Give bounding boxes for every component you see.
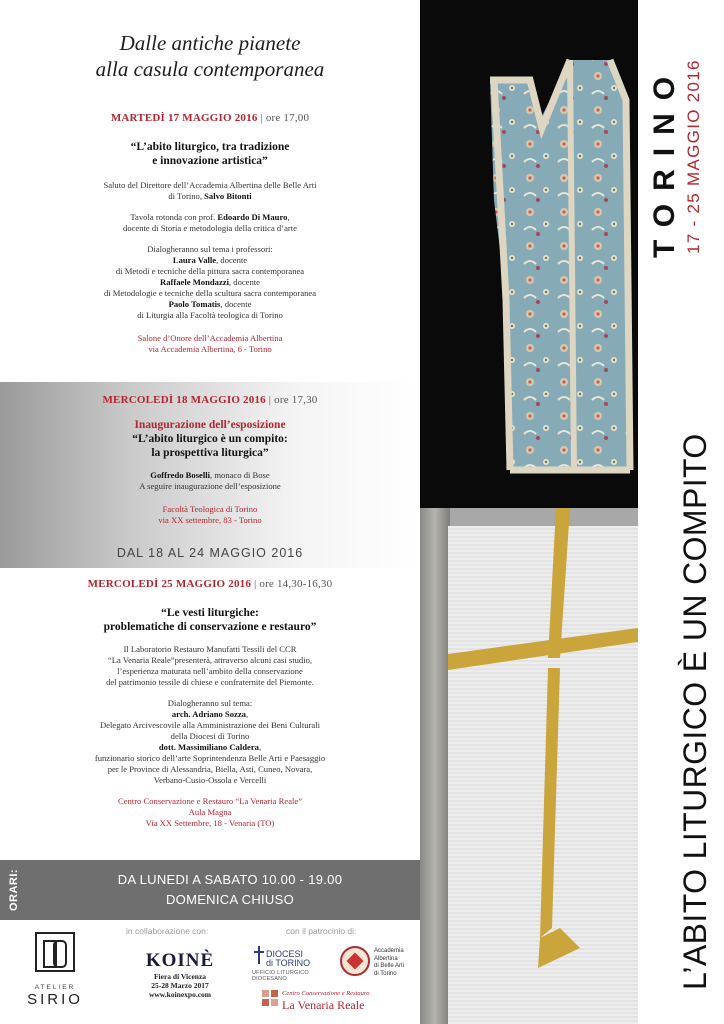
- speaker-line: [0, 742, 420, 753]
- event-time: | ore 17,30: [265, 394, 318, 406]
- speaker-name: Goffredo Boselli: [150, 470, 211, 480]
- venue-line: Via XX Settembre, 18 - Venaria (TO): [145, 818, 275, 828]
- venaria-tagline: Centro Conservazione e Restauro: [282, 990, 370, 997]
- koine-logo: [130, 950, 230, 999]
- sirio-name: SIRIO: [27, 991, 83, 1008]
- accademia-line: Albertina: [374, 955, 398, 962]
- exhibition-dates: 17 - 25 MAGGIO 2016: [684, 59, 703, 254]
- event-date-text: MERCOLEDÌ 18 MAGGIO 2016: [102, 394, 266, 406]
- speaker-suffix: , docente: [216, 255, 248, 265]
- event-17-may: [0, 112, 420, 355]
- koine-info: [130, 972, 230, 999]
- event-title-line: “Le vesti liturgiche:: [161, 607, 259, 619]
- event-25-may: [0, 578, 420, 829]
- venue-line: via Accademia Albertina, 6 - Torino: [148, 344, 272, 354]
- chasuble-photo: [420, 0, 638, 508]
- venue-line: Salone d’Onore dell’Accademia Albertina: [137, 333, 283, 343]
- koine-line: 25-28 Marzo 2017: [151, 981, 209, 990]
- exhibition-title: L’ABITO LITURGICO È UN COMPITO: [677, 433, 713, 990]
- event-venue: [0, 796, 420, 829]
- diocesi-name: [266, 950, 310, 968]
- speaker-role: della Diocesi di Torino: [170, 731, 250, 741]
- speaker-suffix: , docente: [228, 277, 260, 287]
- white-vestment-photo: [420, 508, 638, 1024]
- speaker-line: [0, 709, 420, 720]
- exhibition-date-range: DAL 18 AL 24 MAGGIO 2016: [116, 546, 304, 560]
- round-suffix: ,: [287, 212, 290, 222]
- speaker-line: [0, 255, 420, 266]
- round-name: Edoardo Di Mauro: [217, 212, 288, 222]
- greeting-name: Salvo Bitonti: [204, 191, 252, 201]
- venaria-mark-icon: [262, 990, 278, 1006]
- venaria-name: La Venaria Reale: [282, 998, 365, 1012]
- sirio-atelier: ATELIER: [34, 984, 76, 991]
- accademia-name: [374, 948, 424, 978]
- koine-line: Fiera di Vicenza: [153, 972, 207, 981]
- speaker-role: di Liturgia alla Facoltà teologica di Torino: [137, 310, 283, 320]
- event-time: | ore 14,30-16,30: [251, 578, 333, 590]
- round-table-line: docente di Storia e metodologia della critica d’arte: [123, 223, 297, 233]
- description-line: l’esperienza maturata nell’ambito della conservazione: [117, 666, 303, 676]
- accademia-line: Accademia: [374, 948, 404, 954]
- heading-line-2: alla casula contemporanea: [95, 57, 325, 81]
- venue-line: Centro Conservazione e Restauro “La Venaria Reale”: [117, 796, 303, 806]
- description-line: Il Laboratorio Restauro Manufatti Tessili del CCR: [123, 644, 297, 654]
- speakers-intro: Dialogheranno sul tema i professori:: [147, 244, 273, 254]
- koine-name: KOINÈ: [145, 950, 215, 971]
- speaker-name: Paolo Tomatis: [168, 299, 221, 309]
- event-title: [0, 606, 420, 634]
- hours-label-text: ORARI:: [8, 868, 20, 912]
- speaker-line: [0, 470, 420, 481]
- atelier-sirio-logo: [18, 932, 92, 1008]
- diocesi-line: di TORINO: [266, 958, 311, 968]
- greeting-text: [0, 180, 420, 202]
- event-title: [0, 140, 420, 168]
- event-date-text: MERCOLEDÌ 25 MAGGIO 2016: [87, 578, 252, 590]
- speaker-suffix: , docente: [220, 299, 252, 309]
- event-date-text: MARTEDÌ 17 MAGGIO 2016: [110, 112, 258, 124]
- heading-line-1: Dalle antiche pianete: [119, 31, 301, 55]
- event-date: [0, 578, 420, 590]
- round-prefix: Tavola rotonda con prof.: [130, 212, 218, 222]
- event-title-line: la prospettiva liturgica”: [151, 447, 269, 459]
- speaker-text: [0, 470, 420, 492]
- speaker-role: di Metodologie e tecniche della scultura sacra contemporanea: [103, 288, 317, 298]
- round-table-text: [0, 212, 420, 234]
- speaker-line: [0, 277, 420, 288]
- speaker-suffix: ,: [258, 742, 262, 752]
- speaker-name: arch. Adriano Sozza: [171, 709, 246, 719]
- speakers-text: [0, 244, 420, 321]
- description-line: del patrimonio tessile di chiese e confraternite del Piemonte.: [106, 677, 314, 687]
- accademia-line: di Torino: [374, 970, 397, 977]
- description-line: “La Venaria Reale”presenterà, attraverso alcuni casi studio,: [107, 655, 313, 665]
- collaboration-label: in collaborazione con:: [126, 926, 209, 936]
- speaker-name: dott. Massimiliano Caldera: [158, 742, 259, 752]
- event-venue: [0, 333, 420, 355]
- greeting-prefix: di Torino,: [168, 191, 205, 201]
- speaker-suffix: ,: [245, 709, 249, 719]
- speaker-role: Delegato Arcivescovile alla Amministrazione dei Beni Culturali: [99, 720, 321, 730]
- greeting-line: [0, 191, 420, 202]
- event-venue: [0, 504, 420, 526]
- blue-chasuble-image: [420, 0, 638, 508]
- seal-icon: [340, 946, 370, 976]
- event-title-line: “L’abito liturgico è un compito:: [132, 433, 288, 445]
- patronage-label: con il patrocinio di:: [286, 926, 357, 936]
- venue-line: via XX settembre, 83 - Torino: [158, 515, 262, 525]
- diocesi-line: DIOCESI: [266, 949, 304, 959]
- venue-line: Facoltà Teologica di Torino: [162, 504, 258, 514]
- event-title: [0, 418, 420, 460]
- speaker-role: funzionario storico dell’arte Soprintendenza Belle Arti e Paesaggio: [94, 753, 326, 763]
- hours-line: DOMENICA CHIUSO: [165, 892, 294, 907]
- speaker-name: Laura Valle: [172, 255, 217, 265]
- greeting-line: Saluto del Direttore dell’Accademia Albertina delle Belle Arti: [103, 180, 317, 190]
- diocesi-office: UFFICIO LITURGICO DIOCESANO: [252, 970, 309, 982]
- event-date: [0, 112, 420, 124]
- koine-line: www.koinexpo.com: [148, 990, 212, 999]
- speaker-role: per le Province di Alessandria, Biella, Asti, Cuneo, Novara,: [107, 764, 313, 774]
- page-heading: [0, 30, 420, 82]
- opening-hours-band: [0, 860, 420, 920]
- sirio-mark-icon: [35, 932, 75, 972]
- hours-text: [60, 870, 400, 910]
- event-kicker: Inaugurazione dell’esposizione: [134, 419, 286, 431]
- event-title-line: “L’abito liturgico, tra tradizione: [130, 141, 290, 153]
- event-18-may: [0, 382, 420, 568]
- event-title-line: problematiche di conservazione e restauro”: [103, 621, 317, 633]
- hours-line: DA LUNEDI A SABATO 10.00 - 19.00: [117, 872, 343, 887]
- round-table-line: [0, 212, 420, 223]
- description-text: [0, 644, 420, 688]
- speaker-name: Raffaele Mondazzi: [160, 277, 229, 287]
- cross-icon: [254, 946, 264, 964]
- venue-line: Aula Magna: [188, 807, 232, 817]
- speakers-text: [0, 698, 420, 786]
- speaker-role: Verbano-Cusio-Ossola e Vercelli: [153, 775, 267, 785]
- follow-note: A seguire inaugurazione dell’esposizione: [139, 481, 281, 491]
- hours-label: [4, 864, 24, 916]
- gold-cross-decoration: [420, 508, 638, 1024]
- accademia-line: di Belle Arti: [374, 963, 405, 969]
- event-time: | ore 17,00: [257, 112, 310, 124]
- event-date: [0, 394, 420, 406]
- speaker-role: , monaco di Bose: [210, 470, 270, 480]
- speaker-line: [0, 299, 420, 310]
- event-title-line: e innovazione artistica”: [152, 155, 268, 167]
- speaker-role: di Metodi e tecniche della pittura sacra contemporanea: [115, 266, 305, 276]
- speakers-intro: Dialogheranno sul tema:: [167, 698, 253, 708]
- city-title: TORINO: [648, 63, 681, 258]
